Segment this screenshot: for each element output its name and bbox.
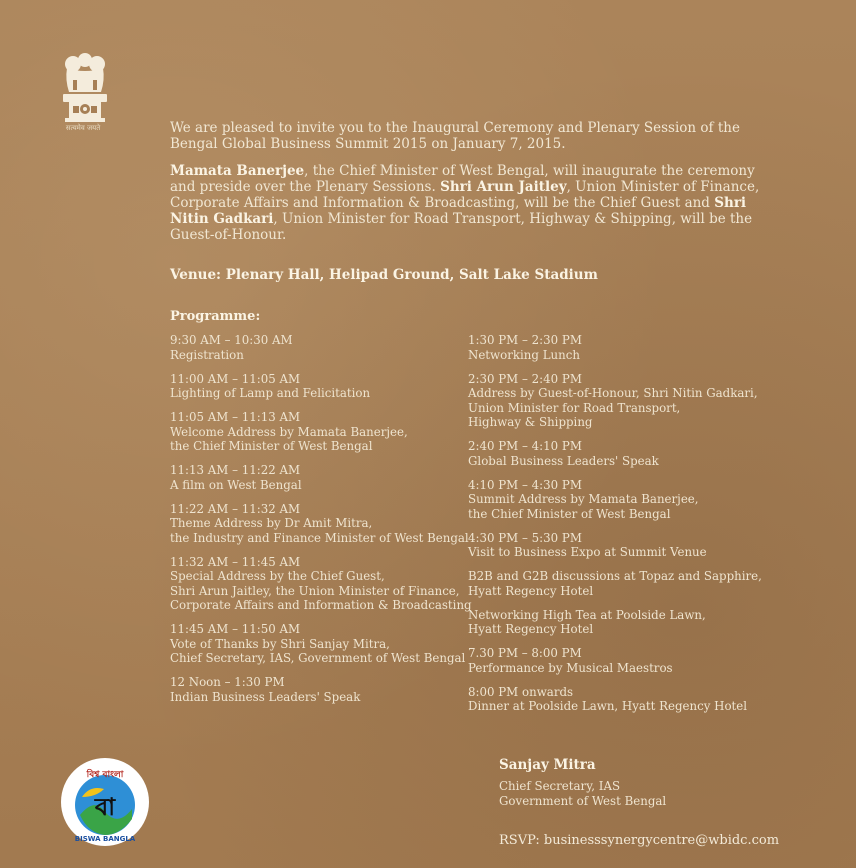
programme-line: Registration <box>170 347 244 362</box>
programme-item <box>170 372 460 401</box>
programme-line: Chief Secretary, IAS, Government of West Bengal <box>170 651 466 665</box>
programme-line: Theme Address by Dr Amit Mitra, <box>170 516 373 530</box>
logo-bottom-text: BISWA BANGLA <box>74 835 136 843</box>
programme-line: Welcome Address by Mamata Banerjee, <box>170 424 408 439</box>
programme-item <box>468 646 768 675</box>
programme-line: Indian Business Leaders' Speak <box>170 689 361 704</box>
signatory-title: Chief Secretary, IAS <box>499 779 621 793</box>
programme-line: the Chief Minister of West Bengal <box>170 439 373 453</box>
programme-line: A film on West Bengal <box>170 477 302 492</box>
rsvp-line: RSVP: businesssynergycentre@wbidc.com <box>499 833 780 848</box>
programme-left-column <box>170 333 472 714</box>
intro-paragraph-1: We are pleased to invite you to the Inaugural Ceremony and Plenary Session of the Bengal Global Business Summit 2015 on January 7, 2015. <box>170 120 740 152</box>
programme-line: Special Address by the Chief Guest, <box>170 569 385 583</box>
programme-item <box>170 333 460 362</box>
intro-text-run: , the Chief Minister of West Bengal, will inaugurate the ceremony and preside over the Plenary Sessions. <box>170 163 755 195</box>
programme-line: Global Business Leaders' Speak <box>468 453 659 468</box>
programme-line: 7.30 PM – 8:00 PM <box>468 646 582 660</box>
signatory-org: Government of West Bengal <box>499 794 667 808</box>
programme-item <box>468 531 768 560</box>
programme-item <box>468 372 768 430</box>
programme-line: B2B and G2B discussions at Topaz and Sapphire, <box>468 569 762 583</box>
intro-bold-name: Shri Arun Jaitley <box>440 179 567 195</box>
programme-line: 4:30 PM – 5:30 PM <box>468 530 582 545</box>
programme-line: Highway & Shipping <box>468 415 593 429</box>
biswa-bangla-logo <box>60 757 150 847</box>
programme-item <box>468 439 768 468</box>
programme-line: Visit to Business Expo at Summit Venue <box>468 545 707 559</box>
programme-item <box>170 622 466 666</box>
programme-item <box>468 608 768 637</box>
programme-item <box>170 554 472 613</box>
programme-line: Union Minister for Road Transport, <box>468 400 681 415</box>
venue-line: Venue: Plenary Hall, Helipad Ground, Salt Lake Stadium <box>170 267 598 283</box>
programme-line: 11:32 AM – 11:45 AM <box>170 554 301 569</box>
programme-line: Shri Arun Jaitley, the Union Minister of Finance, <box>170 583 460 598</box>
programme-line: 1:30 PM – 2:30 PM <box>468 333 582 347</box>
programme-line: Hyatt Regency Hotel <box>468 583 594 598</box>
intro-text-run: , Union Minister for Road Transport, Highway & Shipping, will be the Guest-of-Honour. <box>170 211 753 243</box>
invitation-intro <box>170 120 770 254</box>
programme-line: Networking Lunch <box>468 347 580 362</box>
programme-line: the Industry and Finance Minister of West Bengal <box>170 530 469 545</box>
programme-line: 2:30 PM – 2:40 PM <box>468 371 582 386</box>
programme-line: 11:13 AM – 11:22 AM <box>170 463 301 477</box>
programme-item <box>468 333 768 362</box>
logo-top-text: বিশ্ব বাংলা <box>86 770 124 780</box>
programme-heading: Programme: <box>170 309 261 324</box>
programme-line: Dinner at Poolside Lawn, Hyatt Regency Hotel <box>468 699 748 713</box>
programme-line: Corporate Affairs and Information & Broadcasting <box>170 598 472 612</box>
programme-line: Networking High Tea at Poolside Lawn, <box>468 607 706 622</box>
programme-item <box>170 675 460 704</box>
programme-item <box>170 463 460 492</box>
emblem-motto: सत्यमेव जयते <box>65 124 101 132</box>
signatory-name: Sanjay Mitra <box>499 757 596 773</box>
intro-paragraph-2 <box>170 163 770 243</box>
programme-line: 4:10 PM – 4:30 PM <box>468 477 582 492</box>
programme-line: 11:00 AM – 11:05 AM <box>170 371 301 386</box>
programme-right-column <box>468 333 768 723</box>
programme-line: 12 Noon – 1:30 PM <box>170 675 285 689</box>
intro-text-run: , Union Minister of Finance, Corporate Affairs and Information & Broadcasting, will be the Chief Guest and <box>170 179 760 211</box>
signature-block <box>499 757 666 809</box>
intro-bold-name: Mamata Banerjee <box>170 163 305 179</box>
programme-line: 11:05 AM – 11:13 AM <box>170 410 301 424</box>
programme-line: Vote of Thanks by Shri Sanjay Mitra, <box>170 636 390 651</box>
intro-bold-name: Shri Nitin Gadkari <box>170 195 747 227</box>
programme-item <box>468 569 768 598</box>
programme-line: 11:22 AM – 11:32 AM <box>170 501 301 516</box>
programme-item <box>170 501 469 546</box>
programme-line: Hyatt Regency Hotel <box>468 622 594 636</box>
programme-line: 8:00 PM onwards <box>468 684 574 699</box>
programme-line: 2:40 PM – 4:10 PM <box>468 439 582 453</box>
logo-letter: বা <box>94 793 116 821</box>
programme-line: Performance by Musical Maestros <box>468 660 673 675</box>
programme-line: Address by Guest-of-Honour, Shri Nitin Gadkari, <box>468 386 758 400</box>
programme-line: Lighting of Lamp and Felicitation <box>170 386 371 400</box>
programme-item <box>170 410 460 454</box>
programme-item <box>468 685 768 714</box>
programme-line: 9:30 AM – 10:30 AM <box>170 333 293 347</box>
programme-line: the Chief Minister of West Bengal <box>468 506 671 521</box>
programme-item <box>468 478 768 522</box>
programme-line: Summit Address by Mamata Banerjee, <box>468 492 699 506</box>
programme-line: 11:45 AM – 11:50 AM <box>170 622 301 636</box>
national-emblem-icon <box>55 50 115 135</box>
